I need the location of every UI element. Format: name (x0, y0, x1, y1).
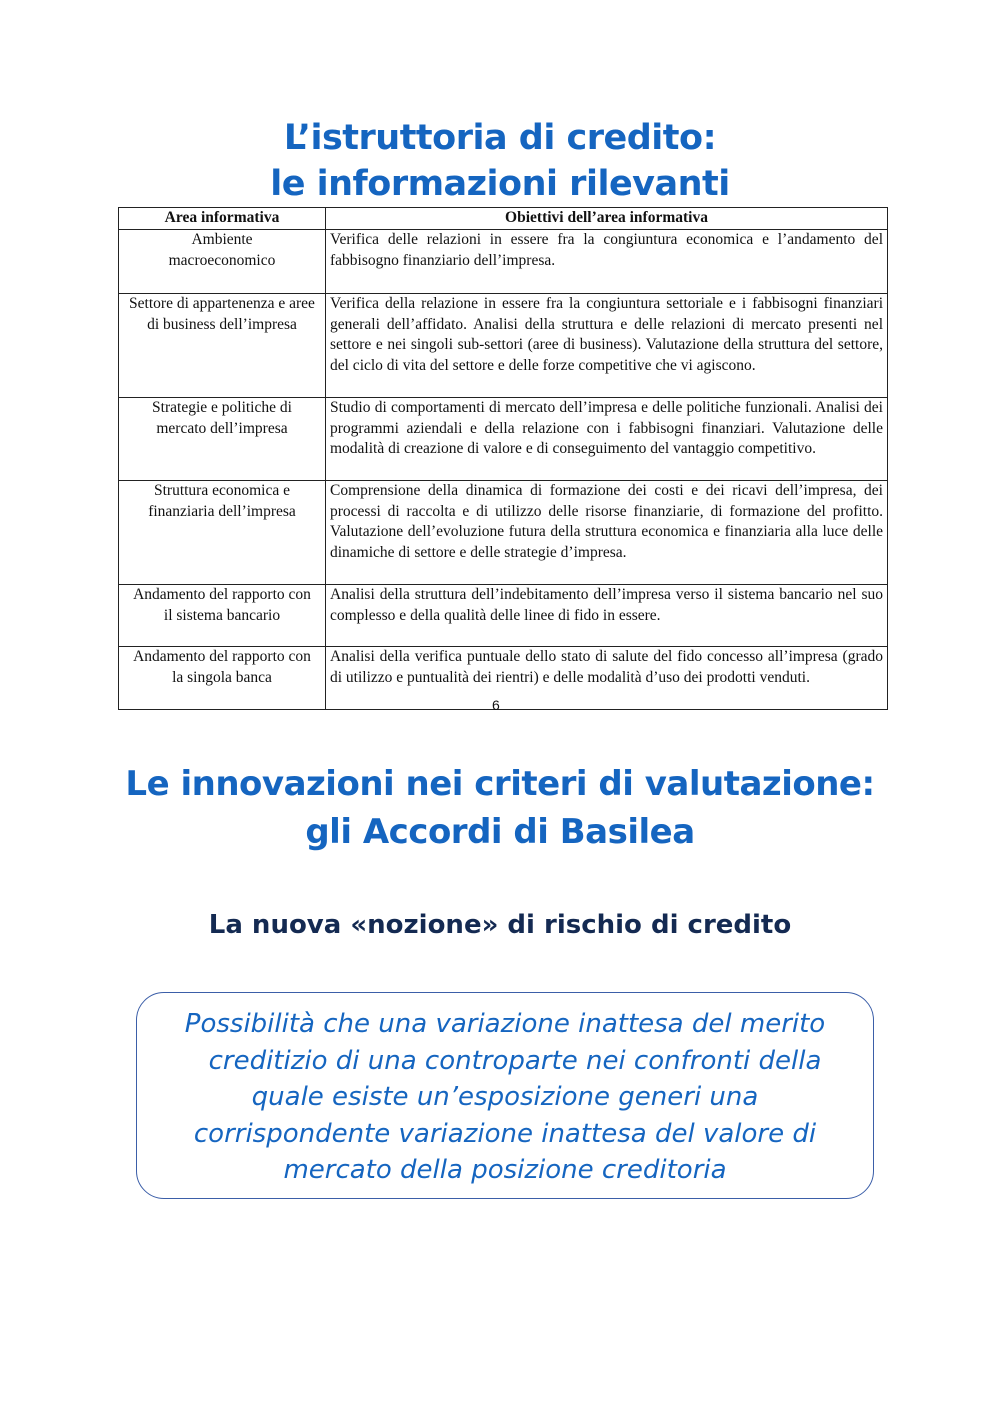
objectives-cell: Verifica delle relazioni in essere fra la congiuntura economica e l’andamento del fabbisogno finanziario dell’impresa. (326, 229, 888, 293)
title-line: Le innovazioni nei criteri di valutazione: (125, 764, 875, 804)
column-header-obiettivi: Obiettivi dell’area informativa (326, 208, 888, 230)
objectives-cell: Verifica della relazione in essere fra la congiuntura settoriale e i fabbisogni finanziari generali dell’affidato. Analisi della struttura e delle relazioni di mercato presenti nel settore e nei singoli sub-settori (aree di business). Valutazione della struttura del settore, del ciclo di vita del settore e delle forze competitive che vi agiscono. (326, 293, 888, 397)
slide-subtitle: La nuova «nozione» di rischio di credito (208, 910, 792, 940)
definition-line: mercato della posizione creditoria (283, 1155, 727, 1185)
definition-line: Possibilità che una variazione inattesa del merito (184, 1009, 826, 1039)
table-header-row (119, 208, 888, 230)
table-row (119, 480, 888, 584)
title-line: le informazioni rilevanti (270, 164, 730, 204)
table-row (119, 293, 888, 397)
objectives-cell: Studio di comportamenti di mercato dell’impresa e delle politiche funzionali. Analisi dei programmi aziendali e della relazione con i fabbisogni finanziari. Valutazione delle modalità di creazione di valore e di conseguimento del vantaggio competitivo. (326, 397, 888, 480)
title-line: gli Accordi di Basilea (305, 812, 695, 852)
title-line: L’istruttoria di credito: (283, 118, 717, 158)
page-number: 6 (492, 697, 500, 713)
objectives-cell: Analisi della verifica puntuale dello stato di salute del fido concesso all’impresa (grado di utilizzo e puntualità dei rientri) e delle modalità d’uso dei prodotti venduti. (326, 646, 888, 709)
table-row (119, 229, 888, 293)
table-row (119, 646, 888, 709)
information-areas-table (118, 207, 888, 710)
definition-line: quale esiste un’esposizione generi una (251, 1082, 759, 1112)
slide-title-basilea (0, 760, 1000, 856)
area-cell: Ambiente macroeconomico (119, 229, 326, 293)
area-cell: Strategie e politiche di mercato dell’impresa (119, 397, 326, 480)
area-cell: Andamento del rapporto con la singola banca (119, 646, 326, 709)
area-cell: Andamento del rapporto con il sistema bancario (119, 584, 326, 646)
column-header-area: Area informativa (119, 208, 326, 230)
table-row (119, 397, 888, 480)
slide-title-istruttoria (0, 115, 1000, 207)
definition-line: creditizio di una controparte nei confronti della (208, 1045, 822, 1076)
definition-line: corrispondente variazione inattesa del valore di (193, 1118, 817, 1149)
objectives-cell: Comprensione della dinamica di formazione dei costi e dei ricavi dell’impresa, dei processi di raccolta e di utilizzo delle risorse finanziarie, di formazione del profitto. Valutazione dell’evoluzione futura della struttura economica e finanziaria alla luce delle dinamiche di settore e delle strategie d’impresa. (326, 480, 888, 584)
objectives-cell: Analisi della struttura dell’indebitamento dell’impresa verso il sistema bancario nel suo complesso e della qualità delle linee di fido in essere. (326, 584, 888, 646)
table-row (119, 584, 888, 646)
definition-text (136, 1006, 874, 1189)
area-cell: Settore di appartenenza e aree di business dell’impresa (119, 293, 326, 397)
area-cell: Struttura economica e finanziaria dell’impresa (119, 480, 326, 584)
